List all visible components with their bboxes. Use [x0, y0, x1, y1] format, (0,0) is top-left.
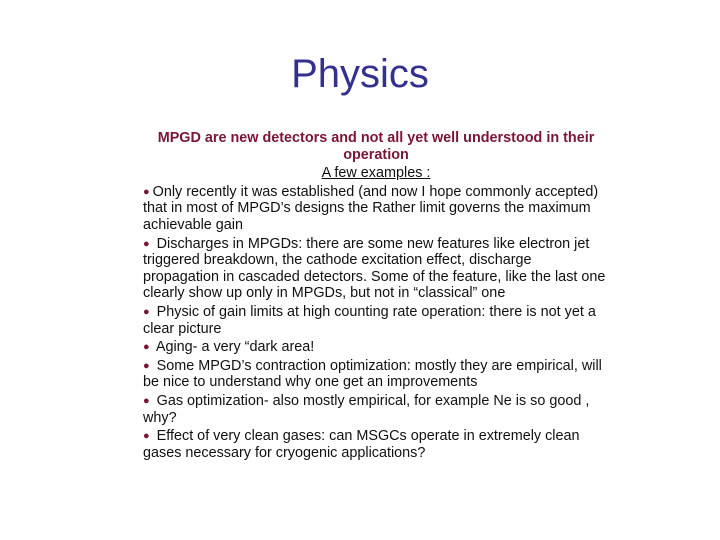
list-item-text: Effect of very clean gases: can MSGCs operate in extremely clean gases necessary for cryogenic applications?: [143, 428, 580, 461]
list-item-text: Aging- a very “dark area!: [155, 339, 315, 356]
list-item-text: Gas optimization- also mostly empirical, for example Ne is so good , why?: [143, 392, 590, 426]
slide-title: Physics: [291, 52, 429, 96]
lead-statement: MPGD are new detectors and not all yet well understood in their operation: [157, 130, 595, 163]
list-item-text: Some MPGD’s contraction optimization: mostly they are empirical, will be nice to understand why one get an improvements: [143, 357, 602, 391]
list-item: [143, 236, 609, 302]
list-item-text: Only recently it was established (and now I hope commonly accepted) that in most of MPGD’s designs the Rather limit governs the maximum achievable gain: [143, 183, 599, 233]
slide-body: [143, 130, 609, 461]
list-item-text: Discharges in MPGDs: there are some new features like electron jet triggered breakdown, the cathode excitation effect, discharge propagation in cascaded detectors. Some of the feature, like the last one clearly show up only in MPGDs, but not in “classical” one: [143, 235, 606, 302]
list-item: [143, 393, 609, 426]
list-item: [143, 304, 609, 337]
bullet-icon: ●: [143, 305, 150, 318]
list-item: [143, 184, 609, 234]
list-item: [143, 358, 609, 391]
list-item: [143, 339, 609, 356]
list-item: [143, 428, 609, 461]
subheading: A few examples :: [321, 165, 431, 182]
bullet-icon: ●: [143, 237, 150, 250]
bullet-icon: ●: [143, 359, 150, 372]
bullet-icon: ●: [143, 341, 150, 354]
bullet-icon: ●: [143, 394, 150, 407]
bullet-icon: ●: [143, 430, 150, 443]
list-item-text: Physic of gain limits at high counting rate operation: there is not yet a clear picture: [143, 303, 596, 337]
bullet-icon: ●: [143, 185, 150, 198]
